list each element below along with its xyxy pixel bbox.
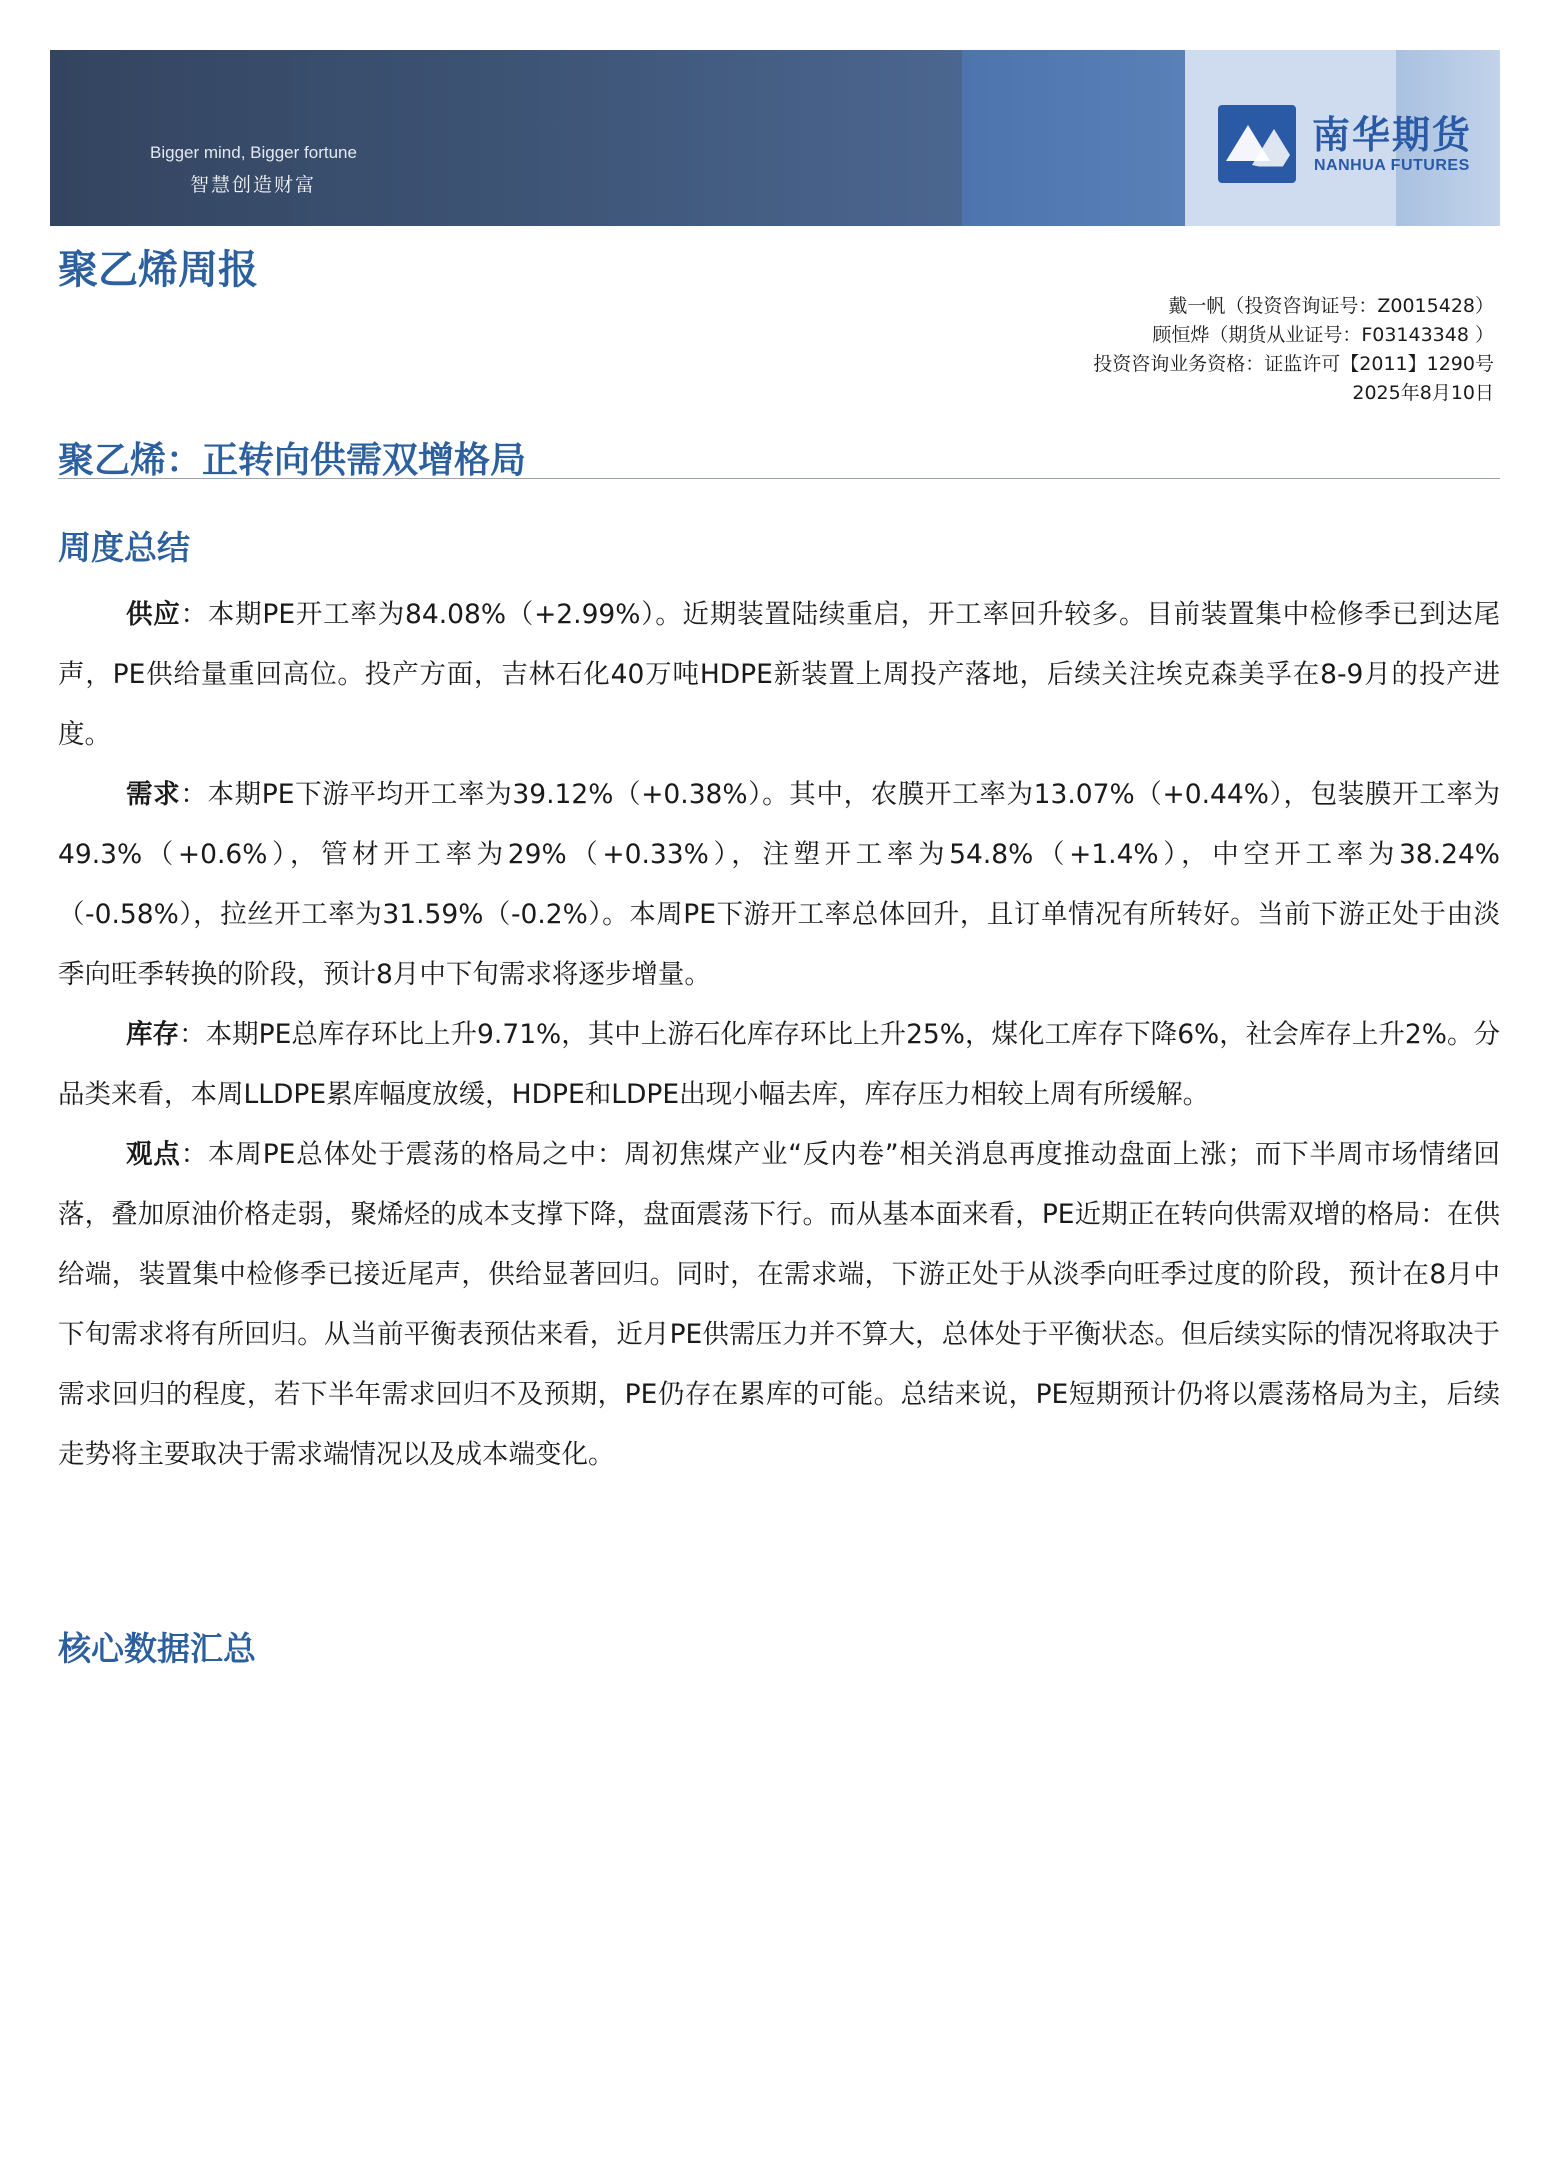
slogan-chinese: 智慧创造财富 — [190, 174, 317, 196]
section-title-core-data: 核心数据汇总 — [58, 1629, 256, 1668]
report-headline: 聚乙烯：正转向供需双增格局 — [58, 440, 527, 481]
paragraph-demand — [58, 765, 1500, 1005]
paragraph-label: 观点 — [126, 1139, 181, 1170]
section-title-weekly-summary: 周度总结 — [58, 528, 190, 567]
paragraph-text: ：本期PE下游平均开工率为39.12%（+0.38%）。其中，农膜开工率为13.07%（+0.44%），包装膜开工率为49.3%（+0.6%），管材开工率为29%（+0.33%），注塑开工率为54.8%（+1.4%），中空开工率为38.24%（-0.58%），拉丝开工率为31.59%（-0.2%）。本周PE下游开工率总体回升，且订单情况有所转好。当前下游正处于由淡季向旺季转换的阶段，预计8月中下旬需求将逐步增量。 — [58, 779, 1501, 990]
paragraph-supply — [58, 585, 1500, 765]
paragraph-text: ：本期PE总库存环比上升9.71%，其中上游石化库存环比上升25%，煤化工库存下降6%，社会库存上升2%。分品类来看，本周LLDPE累库幅度放缓，HDPE和LDPE出现小幅去库，库存压力相较上周有所缓解。 — [58, 1019, 1501, 1110]
banner-main-panel — [50, 50, 962, 226]
license-info: 投资咨询业务资格：证监许可【2011】1290号 — [1093, 353, 1494, 375]
paragraph-text: ：本期PE开工率为84.08%（+2.99%）。近期装置陆续重启，开工率回升较多。目前装置集中检修季已到达尾声，PE供给量重回高位。投产方面，吉林石化40万吨HDPE新装置上周投产落地，后续关注埃克森美孚在8-9月的投产进度。 — [58, 599, 1501, 750]
paragraph-inventory — [58, 1005, 1500, 1125]
paragraph-viewpoint — [58, 1125, 1500, 1485]
banner-mid-panel — [962, 50, 1185, 226]
author-1: 戴一帆（投资咨询证号：Z0015428） — [1168, 295, 1494, 317]
logo-text-chinese: 南华期货 — [1312, 113, 1473, 157]
headline-divider — [58, 478, 1500, 479]
author-meta — [1093, 292, 1494, 408]
paragraph-label: 库存 — [126, 1019, 180, 1050]
summary-body — [58, 585, 1500, 1485]
slogan-english: Bigger mind, Bigger fortune — [150, 143, 357, 162]
paragraph-label: 需求 — [126, 779, 181, 810]
report-title: 聚乙烯周报 — [58, 247, 258, 293]
paragraph-text: ：本周PE总体处于震荡的格局之中：周初焦煤产业“反内卷”相关消息再度推动盘面上涨；而下半周市场情绪回落，叠加原油价格走弱，聚烯烃的成本支撑下降，盘面震荡下行。而从基本面来看，PE近期正在转向供需双增的格局：在供给端，装置集中检修季已接近尾声，供给显著回归。同时，在需求端，下游正处于从淡季向旺季过度的阶段，预计在8月中下旬需求将有所回归。从当前平衡表预估来看，近月PE供需压力并不算大，总体处于平衡状态。但后续实际的情况将取决于需求回归的程度，若下半年需求回归不及预期，PE仍存在累库的可能。总结来说，PE短期预计仍将以震荡格局为主，后续走势将主要取决于需求端情况以及成本端变化。 — [58, 1139, 1501, 1470]
logo-text-english: NANHUA FUTURES — [1314, 157, 1470, 174]
author-2: 顾恒烨（期货从业证号：F03143348 ） — [1152, 324, 1494, 346]
header-banner — [50, 50, 1500, 226]
report-date: 2025年8月10日 — [1352, 382, 1494, 404]
paragraph-label: 供应 — [126, 599, 181, 630]
nanhua-logo-icon — [1218, 105, 1296, 183]
